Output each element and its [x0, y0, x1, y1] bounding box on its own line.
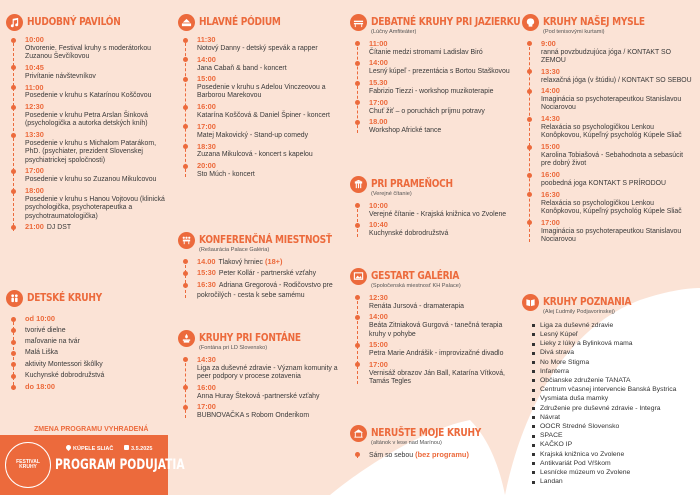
list-item: SPACE: [532, 432, 694, 440]
no-program-badge: (bez programu): [415, 449, 469, 459]
section-title: KRUHY NAŠEJ MYSLE: [543, 16, 645, 29]
music-note-icon: [6, 14, 23, 31]
kids-timeline: [6, 315, 166, 392]
event-item: 10:45 Privítanie návštevníkov: [25, 64, 166, 81]
event-item: 17:00 Matej Makovický - Stand-up comedy: [197, 123, 338, 140]
section-kids: [6, 290, 166, 395]
mind-icon: [522, 14, 539, 31]
section-lake-debates: [350, 14, 521, 138]
list-item: aktivity Montessori škôlky: [25, 361, 166, 369]
section-title: KRUHY POZNANIA: [543, 296, 632, 309]
event-item: 16:00 Katarína Koščová & Daniel Špiner - koncert: [197, 103, 338, 120]
section-fountain: [178, 330, 338, 423]
list-item: Lesnícke múzeum vo Zvolene: [532, 469, 694, 477]
section-conference-room: [178, 232, 338, 302]
section-title: DEBATNÉ KRUHY PRI JAZIERKU: [371, 16, 521, 29]
gallery-icon: [350, 268, 367, 285]
section-title: NERUŠTE MOJE KRUHY: [371, 427, 482, 440]
section-subtitle: (Pod tenisovými kurtami): [543, 29, 605, 35]
event-item: 10:00 Verejné čítanie - Krajská knižnica vo Zvolene: [369, 202, 510, 219]
footer-location: KÚPELE SLIAČ: [66, 445, 113, 453]
section-knowledge-circles: [522, 294, 694, 487]
event-item: 13:30 Posedenie v kruhu s Michalom Patarákom, PhD. (psychiater, prezident Slovenskej psychiatrickej spoločnosti): [25, 131, 166, 165]
mind-timeline: [522, 40, 694, 244]
section-gallery: [350, 268, 510, 389]
list-item: Centrum včasnej intervencie Banská Bystrica: [532, 386, 694, 394]
knowledge-list: [532, 322, 694, 487]
event-item: 16:30 Relaxácia so psychologičkou Lenkou Konôpkovou, Kúpeľný psychológ Kúpele Sliač: [541, 191, 694, 216]
stage-timeline: [178, 36, 338, 179]
section-title: GESTART GALÉRIA: [371, 270, 460, 283]
event-item: 16:00 poobedná joga KONTAKT S PRÍRODOU: [541, 171, 694, 188]
event-item: 14:00 Lesný kúpeľ - prezentácia s Bortou Staškovou: [369, 58, 510, 76]
conference-icon: [178, 232, 195, 249]
event-item: 17:00 Chuť žiť – o poruchách príjmu potravy: [369, 99, 510, 116]
list-item: Antikvariát Pod Vŕškom: [532, 460, 694, 468]
section-subtitle: (altánok v lese nad Marínou): [371, 440, 442, 446]
bench-icon: [350, 14, 367, 31]
age-badge: (18+): [265, 256, 283, 266]
event-item: 10:40 Kuchynské dobrodružstvá: [369, 221, 510, 238]
fountain-icon: [178, 330, 195, 347]
stage-icon: [178, 14, 195, 31]
event-item: 11:00 Čítanie medzi stromami Ladislav Biró: [369, 40, 510, 57]
event-item: 20:00 Sto Múch - koncert: [197, 162, 338, 179]
festival-logo: FESTIVAL KRUHY: [5, 442, 51, 488]
quiet-timeline: [350, 451, 510, 460]
section-title: HLAVNÉ PÓDIUM: [199, 16, 281, 29]
section-subtitle: (Lúčny Amfiteáter): [371, 29, 417, 35]
lake-timeline: [350, 40, 510, 136]
event-item: 10:00 Otvorenie. Festival kruhy s moderátorkou Zuzanou Ševčíkovou: [25, 36, 166, 61]
list-item: Krajská knižnica vo Zvolene: [532, 451, 694, 459]
section-mind-circles: [522, 14, 694, 247]
list-item: Návrat: [532, 414, 694, 422]
event-item: 11:00 Posedenie v kruhu s Katarínou Koščovou: [25, 84, 166, 101]
list-item: No More Stigma: [532, 359, 694, 367]
list-item: Landan: [532, 478, 694, 486]
program-change-note: ZMENA PROGRAMU VYHRADENÁ: [34, 426, 149, 433]
spring-icon: [350, 176, 367, 193]
list-item: maľovanie na tvár: [25, 338, 166, 346]
list-item: tvorivé dielne: [25, 327, 166, 335]
event-item: 17:00 Vernisáž obrazov Ján Ball, Katarína Vítková, Tamás Tegles: [369, 361, 510, 386]
list-item: Divá strava: [532, 349, 694, 357]
event-item: 11:30 Notový Danny - detský spevák a rapper: [197, 36, 338, 53]
spring-timeline: [350, 202, 510, 239]
kids-to: do 18:00: [25, 383, 166, 392]
music-timeline: [6, 36, 166, 233]
section-title: HUDOBNÝ PAVILÓN: [27, 16, 121, 29]
event-item: 13:30 relaxačná jóga (v štúdiu) / KONTAKT SO SEBOU: [541, 68, 694, 85]
footer-date: 3.5.2025: [124, 445, 152, 453]
event-item: 21:00 DJ DST: [25, 223, 166, 232]
location-pin-icon: [65, 444, 72, 451]
section-subtitle: (Spoločenská miestnosť KH Palace): [371, 283, 461, 289]
event-item: 14:00 Imaginácia so psychoterapeutkou Stanislavou Nociarovou: [541, 87, 694, 112]
event-item: 14:30 Liga za duševné zdravie - Význam komunity a peer podpory v procese zotavenia: [197, 354, 338, 380]
section-title: DETSKÉ KRUHY: [27, 292, 102, 305]
list-item: Lesný Kúpeľ: [532, 331, 694, 339]
list-item: Malá Liška: [25, 349, 166, 357]
event-item: 15:00 Karolina Tobiašová - Sebahodnota a sebasúcit pre dobrý život: [541, 143, 694, 168]
section-title: KRUHY PRI FONTÁNE: [199, 332, 301, 345]
book-icon: [522, 294, 539, 311]
event-item: 9:00 ranná povzbudzujúca jóga / KONTAKT SO ZEMOU: [541, 40, 694, 65]
gallery-timeline: [350, 294, 510, 387]
section-subtitle: (Rešaurácia Palace Galéria): [199, 247, 270, 253]
kids-icon: [6, 290, 23, 307]
gazebo-icon: [350, 425, 367, 442]
event-item: 16:00 Anna Huray Šteková -partnerské vzťahy: [197, 384, 338, 401]
event-item: 15:00 Petra Marie Andrášik - improvizačné divadlo: [369, 341, 510, 358]
event-item: 12:30 Posedenie v kruhu Petra Arslan Šinková (psychologička a autorka detských kníh): [25, 103, 166, 128]
section-subtitle: (Alej Ľudmily Podjavorinskej): [543, 309, 615, 315]
list-item: OOCR Stredné Slovensko: [532, 423, 694, 431]
list-item: Vysmiata duša mamky: [532, 395, 694, 403]
section-springs: [350, 176, 510, 241]
footer-title: PROGRAM PODUJATIA: [55, 457, 185, 473]
event-item: 18.00 Workshop Africké tance: [369, 118, 510, 135]
event-item: 15:00 Posedenie v kruhu s Adelou Vinczeovou a Barborou Marekovou: [197, 75, 338, 100]
event-item: 14:00 Jana Cabaň & band - koncert: [197, 56, 338, 73]
section-title: PRI PRAMEŇOCH: [371, 178, 453, 191]
list-item: Združenie pre duševné zdravie - Integra: [532, 405, 694, 413]
fountain-timeline: [178, 356, 338, 421]
event-item: 14.00 Tlakový hrniec (18+): [197, 258, 338, 267]
event-item: 17:00 Imaginácia so psychoterapeutkou Stanislavou Nociarovou: [541, 219, 694, 244]
footer-banner: [0, 435, 185, 495]
section-subtitle: (Verejné čítanie): [371, 191, 412, 197]
section-title: KONFERENČNÁ MIESTNOSŤ: [199, 234, 332, 247]
calendar-icon: [124, 445, 129, 450]
list-item: Kuchynské dobrodružstvá: [25, 372, 166, 380]
event-item: 12:30 Renáta Jursová - dramaterapia: [369, 294, 510, 311]
kids-from: od 10:00: [25, 315, 166, 324]
list-item: Infanterra: [532, 368, 694, 376]
event-item: 18:00 Posedenie v kruhu s Hanou Vojtovou (klinická psychologička, psychoterapeutka a psychotraumatologička): [25, 186, 165, 220]
list-item: Občianske združenie TANATA: [532, 377, 694, 385]
event-item: 15.30 Fabrizio Tiezzi - workshop muzikoterapie: [369, 79, 510, 96]
event-item: 14:30 Relaxácia so psychologičkou Lenkou Konôpkovou, Kúpeľný psychológ Kúpele Sliač: [541, 115, 694, 140]
section-main-stage: [178, 14, 338, 182]
event-item: 17:00 Posedenie v kruhu so Zuzanou Mikulcovou: [25, 167, 166, 184]
section-music-pavilion: [6, 14, 166, 235]
event-item: 18:30 Zuzana Mikulcová - koncert s kapelou: [197, 143, 338, 160]
event-item: Sám so sebou (bez programu): [369, 451, 510, 460]
event-item: 16:30 Adriana Gregorová - Rodičovstvo pre pokročilých - cesta k sebe samému: [197, 281, 338, 300]
conference-timeline: [178, 258, 338, 300]
list-item: KAČKO IP: [532, 441, 694, 449]
section-subtitle: (Fontána pri LD Slovensko): [199, 345, 268, 351]
list-item: Liga za duševné zdravie: [532, 322, 694, 330]
section-quiet-circles: [350, 425, 510, 462]
event-item: 17:00 BUBNOVAČKA s Robom Onderikom: [197, 403, 338, 420]
list-item: Lieky z lúky a Bylinková mama: [532, 340, 694, 348]
event-item: 15:30 Peter Kollár - partnerské vzťahy: [197, 269, 338, 278]
event-item: 14:00 Beáta Zitniaková Gurgová - tanečná terapia kruhy v pohybe: [369, 313, 510, 338]
